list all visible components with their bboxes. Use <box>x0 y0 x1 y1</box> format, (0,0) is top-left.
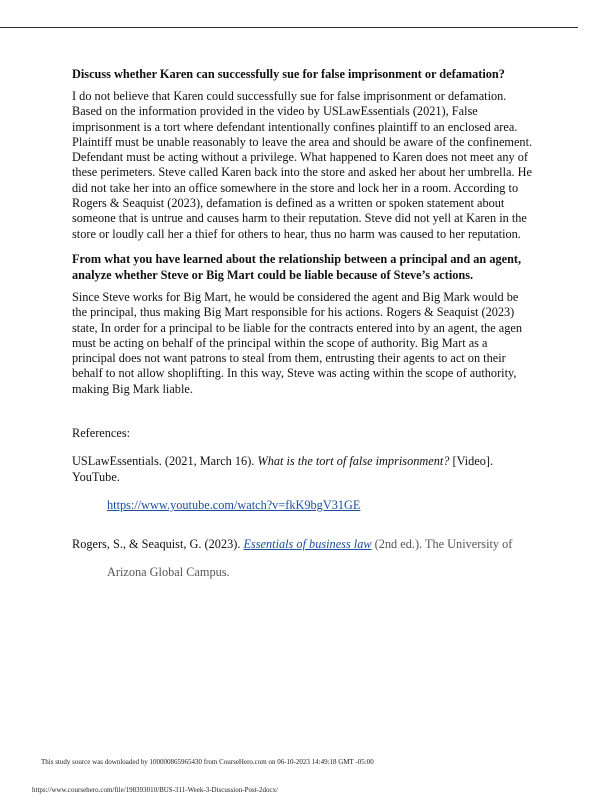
answer-1-paragraph: I do not believe that Karen could successfully sue for false imprisonment or defamation. Based on the information provided in the video by USLawEssentials (2021), False imprisonment is a tort where defendant intentionally confines plaintiff to an enclosed area. Plaintiff must be unable reasonably to leave the area and should be aware of the confinement. Defendant must be acting without a privilege. What happened to Karen does not meet any of these perimeters. Steve called Karen back into the store and asked her about her umbrella. He did not take her into an office somewhere in the store and lock her in a room. According to Rogers & Seaquist (2023), defamation is defined as a written or spoken statement about someone that is untrue and causes harm to their reputation. Steve did not yell at Karen in the store or loudly call her a thief for others to hear, thus no harm was caused to her reputation. <box>72 89 533 241</box>
reference-1-tail: [Video]. YouTube. <box>72 454 494 485</box>
reference-1-lead: USLawEssentials. (2021, March 16). <box>72 454 258 469</box>
reference-1-url-line <box>107 497 534 513</box>
reference-2 <box>72 536 534 552</box>
reference-1 <box>72 453 534 485</box>
question-1-heading: Discuss whether Karen can successfully sue for false imprisonment or defamation? <box>72 67 505 81</box>
question-2-heading: From what you have learned about the relationship between a principal and an agent, analyze whether Steve or Big Mart could be liable because of Steve’s actions. <box>72 251 522 282</box>
answer-2-paragraph: Since Steve works for Big Mart, he would be considered the agent and Big Mark would be the principal, thus making Big Mart responsible for his actions. Rogers & Seaquist (2023) state, In order for a principal to be liable for the contracts entered into by an agent, the agen must be acting on behalf of the principal within the scope of authority. Big Mart as a principal does not want patrons to steal from them, entrusting their agents to act on their behalf to not allow shoplifting. In this way, Steve was acting within the scope of authority, making Big Mark liable. <box>72 289 523 396</box>
references-heading: References: <box>72 426 131 441</box>
reference-2-continuation: Arizona Global Campus. <box>107 565 230 580</box>
source-url: https://www.coursehero.com/file/198393010/BUS-311-Week-3-Discussion-Post-2docx/ <box>32 786 279 794</box>
reference-2-title: Essentials of business law <box>243 537 372 552</box>
document-body <box>72 66 534 580</box>
reference-1-url-link[interactable]: https://www.youtube.com/watch?v=fkK9bgV31GE <box>107 498 361 513</box>
top-divider <box>0 27 578 28</box>
download-notice: This study source was downloaded by 100000865965430 from CourseHero.com on 06-10-2023 14:49:18 GMT -05:00 <box>41 758 374 766</box>
reference-2-tail: (2nd ed.). The University of <box>371 537 513 552</box>
reference-2-title-link[interactable] <box>243 537 371 551</box>
reference-1-title: What is the tort of false imprisonment? <box>257 454 450 469</box>
reference-2-lead: Rogers, S., & Seaquist, G. (2023). <box>72 537 244 552</box>
